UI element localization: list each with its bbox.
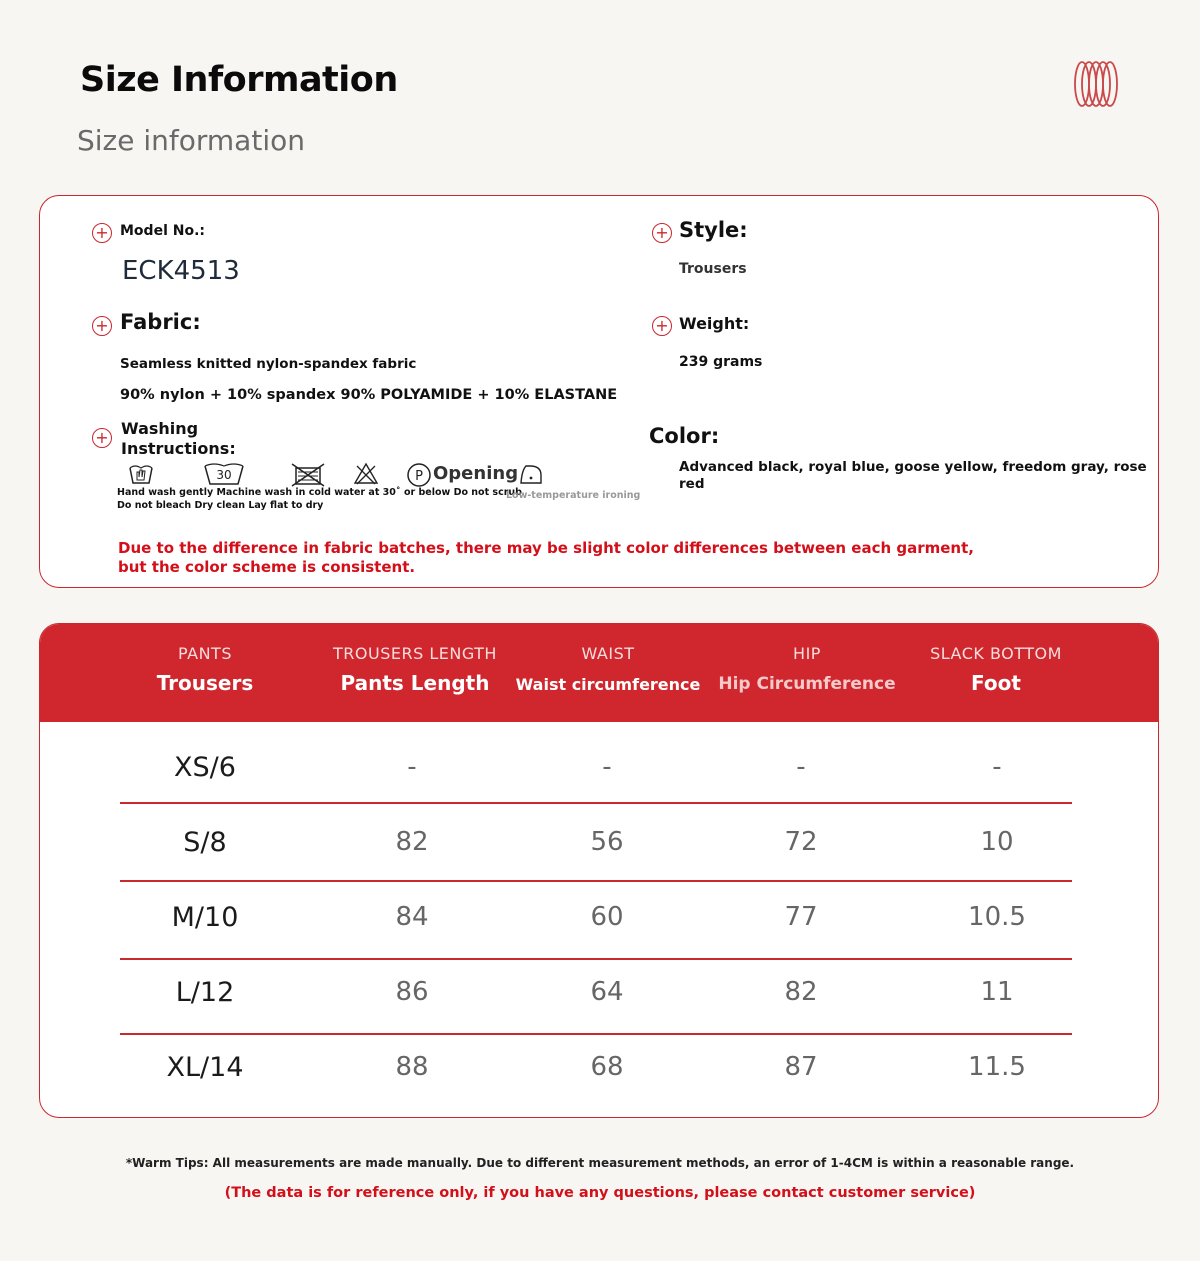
- hip-cell: 77: [784, 902, 818, 932]
- reference-notice: (The data is for reference only, if you have any questions, please contact customer service): [224, 1185, 976, 1201]
- fabric-label: Fabric:: [120, 310, 201, 334]
- hip-cell: 87: [784, 1052, 818, 1082]
- table-row: [120, 752, 1072, 792]
- product-info-card: [39, 195, 1159, 588]
- header-waist: [513, 624, 703, 722]
- color-label: Color:: [649, 424, 720, 448]
- length-cell: 82: [395, 827, 429, 857]
- wash-instructions-line2: Do not bleach Dry clean Lay flat to dry: [117, 500, 324, 511]
- weight-label: Weight:: [679, 314, 750, 333]
- weight-value: 239 grams: [679, 354, 763, 370]
- header-en: SLACK BOTTOM: [930, 644, 1062, 663]
- plus-icon: +: [92, 428, 112, 448]
- table-row: [120, 977, 1072, 1017]
- header-en: WAIST: [581, 644, 635, 663]
- opening-text: Opening: [433, 463, 519, 484]
- foot-cell: 10.5: [968, 902, 1026, 932]
- page-title: Size Information: [80, 60, 398, 100]
- length-cell: 84: [395, 902, 429, 932]
- header-en: PANTS: [178, 644, 232, 663]
- foot-cell: 11: [980, 977, 1014, 1007]
- do-not-scrub-icon: [290, 462, 326, 488]
- header-trousers-length: [325, 624, 505, 722]
- header-label: Trousers: [156, 671, 254, 695]
- header-label: Hip Circumference: [718, 674, 896, 694]
- size-cell: L/12: [175, 977, 235, 1008]
- waist-cell: 56: [590, 827, 624, 857]
- size-cell: XS/6: [174, 752, 236, 783]
- color-value-line1: Advanced black, royal blue, goose yellow, freedom gray, rose: [679, 459, 1147, 475]
- notice-line2: but the color scheme is consistent.: [118, 558, 416, 576]
- row-divider: [120, 1033, 1072, 1035]
- header-hip: [707, 624, 907, 722]
- plus-icon: +: [92, 316, 112, 336]
- header-pants: [130, 624, 280, 722]
- plus-icon: +: [652, 223, 672, 243]
- model-label: Model No.:: [120, 223, 205, 239]
- size-cell: XL/14: [166, 1052, 244, 1083]
- dry-clean-icon: [406, 462, 432, 488]
- row-divider: [120, 880, 1072, 882]
- notice-line1: Due to the difference in fabric batches, there may be slight color differences between each garment,: [118, 539, 974, 557]
- length-cell: -: [407, 752, 417, 782]
- wash-instructions-line1: Hand wash gently Machine wash in cold water at 30˚ or below Do not scrub: [117, 487, 522, 498]
- waist-cell: 64: [590, 977, 624, 1007]
- style-value: Trousers: [679, 261, 747, 277]
- waist-cell: 60: [590, 902, 624, 932]
- page-subtitle: Size information: [77, 124, 305, 157]
- color-value-line2: red: [679, 476, 705, 492]
- washing-label-line2: Instructions:: [121, 439, 236, 458]
- plus-icon: +: [652, 316, 672, 336]
- header-en: HIP: [793, 644, 821, 663]
- hip-cell: 82: [784, 977, 818, 1007]
- brand-logo-icon: [1070, 58, 1122, 110]
- length-cell: 88: [395, 1052, 429, 1082]
- waist-cell: -: [602, 752, 612, 782]
- washing-label-line1: Washing: [121, 419, 199, 438]
- style-label: Style:: [679, 218, 748, 242]
- foot-cell: -: [992, 752, 1002, 782]
- row-divider: [120, 958, 1072, 960]
- hand-wash-icon: [128, 462, 154, 486]
- table-row: [120, 827, 1072, 867]
- fabric-description: Seamless knitted nylon-spandex fabric: [120, 356, 417, 372]
- size-table-header: [40, 624, 1158, 722]
- header-label: Foot: [971, 671, 1021, 695]
- header-slack-bottom: [910, 624, 1082, 722]
- size-table: [39, 623, 1159, 1118]
- ironing-instruction: Low-temperature ironing: [506, 490, 641, 501]
- table-row: [120, 1052, 1072, 1092]
- foot-cell: 10: [980, 827, 1014, 857]
- foot-cell: 11.5: [968, 1052, 1026, 1082]
- size-cell: M/10: [171, 902, 239, 933]
- fabric-composition: 90% nylon + 10% spandex 90% POLYAMIDE + 10% ELASTANE: [120, 387, 618, 403]
- model-value: ECK4513: [122, 256, 240, 286]
- svg-text:P: P: [415, 469, 423, 484]
- size-cell: S/8: [183, 827, 227, 858]
- header-label: Waist circumference: [515, 675, 701, 694]
- plus-icon: +: [92, 223, 112, 243]
- length-cell: 86: [395, 977, 429, 1007]
- color-difference-notice: [118, 539, 1018, 577]
- table-row: [120, 902, 1072, 942]
- header-label: Pants Length: [340, 671, 490, 695]
- do-not-bleach-icon: [353, 462, 379, 486]
- wash-temperature: 30: [216, 468, 232, 482]
- hip-cell: 72: [784, 827, 818, 857]
- waist-cell: 68: [590, 1052, 624, 1082]
- header-en: TROUSERS LENGTH: [333, 644, 497, 663]
- row-divider: [120, 802, 1072, 804]
- hip-cell: -: [796, 752, 806, 782]
- warm-tip: *Warm Tips: All measurements are made manually. Due to different measurement methods, an error of 1-4CM is within a reasonable range.: [125, 1156, 1075, 1170]
- low-temperature-iron-icon: [518, 462, 544, 486]
